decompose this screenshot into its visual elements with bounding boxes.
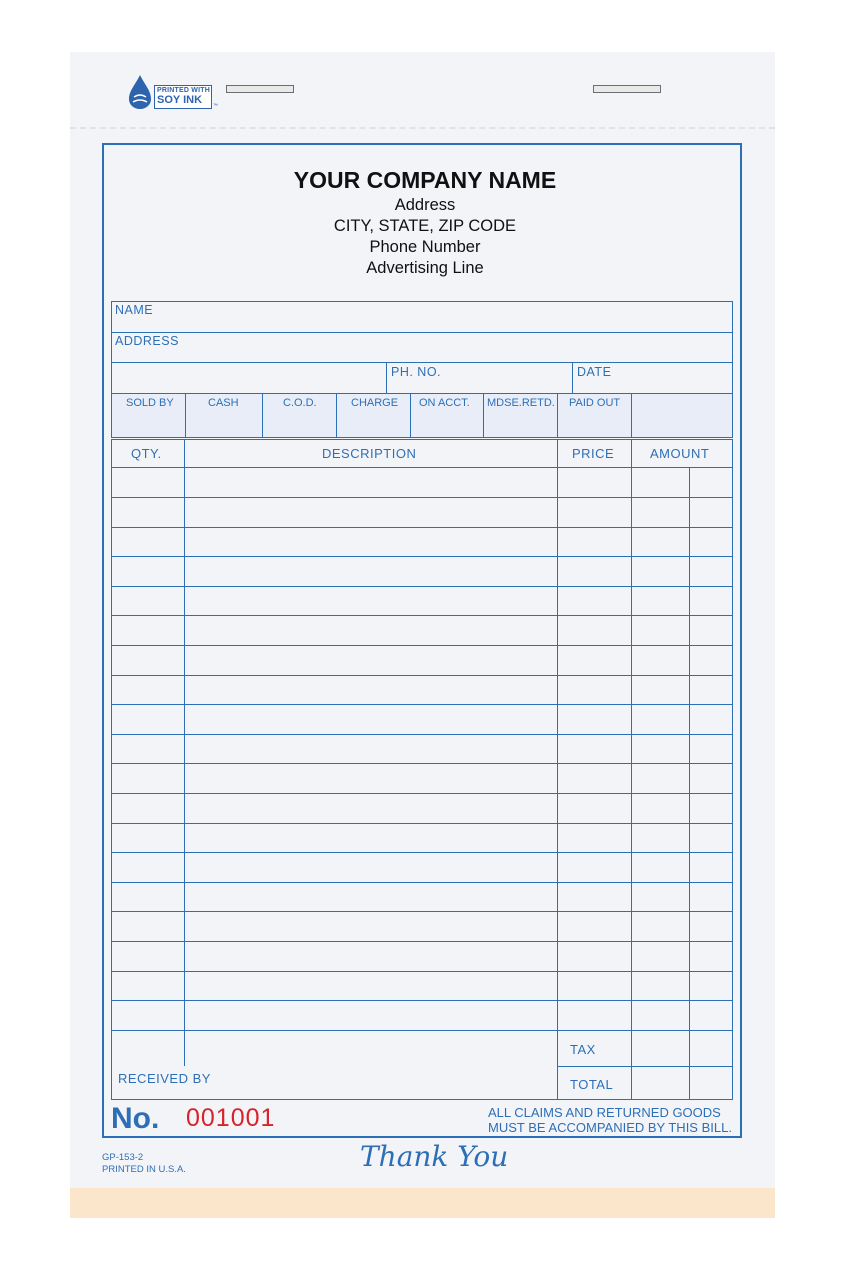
tax-label: TAX	[570, 1042, 596, 1057]
advertising-line: Advertising Line	[366, 259, 484, 277]
date-label: DATE	[577, 365, 612, 379]
claims-line2: MUST BE ACCOMPANIED BY THIS BILL.	[488, 1120, 732, 1135]
form-number: 001001	[186, 1104, 276, 1132]
thank-you-script: Thank You	[360, 1140, 509, 1173]
on-acct-label: ON ACCT.	[419, 397, 470, 409]
company-phone: Phone Number	[369, 238, 481, 256]
price-header: PRICE	[572, 446, 615, 461]
total-label: TOTAL	[570, 1077, 614, 1092]
received-by-label: RECEIVED BY	[118, 1071, 211, 1086]
company-address: Address	[394, 196, 456, 214]
cash-label: CASH	[208, 397, 239, 409]
company-city: CITY, STATE, ZIP CODE	[333, 217, 517, 235]
soy-ink-logo: PRINTED WITH SOY INK ™	[125, 73, 217, 111]
address-label: ADDRESS	[115, 334, 179, 348]
number-label: No.	[111, 1102, 160, 1135]
form-code: GP-153-2	[102, 1152, 144, 1163]
cod-label: C.O.D.	[283, 397, 317, 409]
name-label: NAME	[115, 303, 154, 317]
amount-header: AMOUNT	[650, 446, 710, 461]
logo-line1: PRINTED WITH	[157, 87, 210, 94]
print-info	[102, 1152, 186, 1176]
logo-line2: SOY INK	[157, 94, 203, 106]
paid-out-label: PAID OUT	[569, 397, 621, 409]
claims-line1: ALL CLAIMS AND RETURNED GOODS	[488, 1105, 721, 1120]
mdse-retd-label: MDSE.RETD.	[487, 397, 555, 409]
company-name: YOUR COMPANY NAME	[293, 167, 557, 193]
charge-label: CHARGE	[351, 397, 399, 409]
phone-label: PH. NO.	[391, 365, 442, 379]
description-header: DESCRIPTION	[322, 446, 417, 461]
qty-header: QTY.	[131, 446, 162, 461]
printed-in: PRINTED IN U.S.A.	[102, 1164, 186, 1175]
sold-by-label: SOLD BY	[126, 397, 174, 409]
claims-notice	[488, 1105, 732, 1135]
